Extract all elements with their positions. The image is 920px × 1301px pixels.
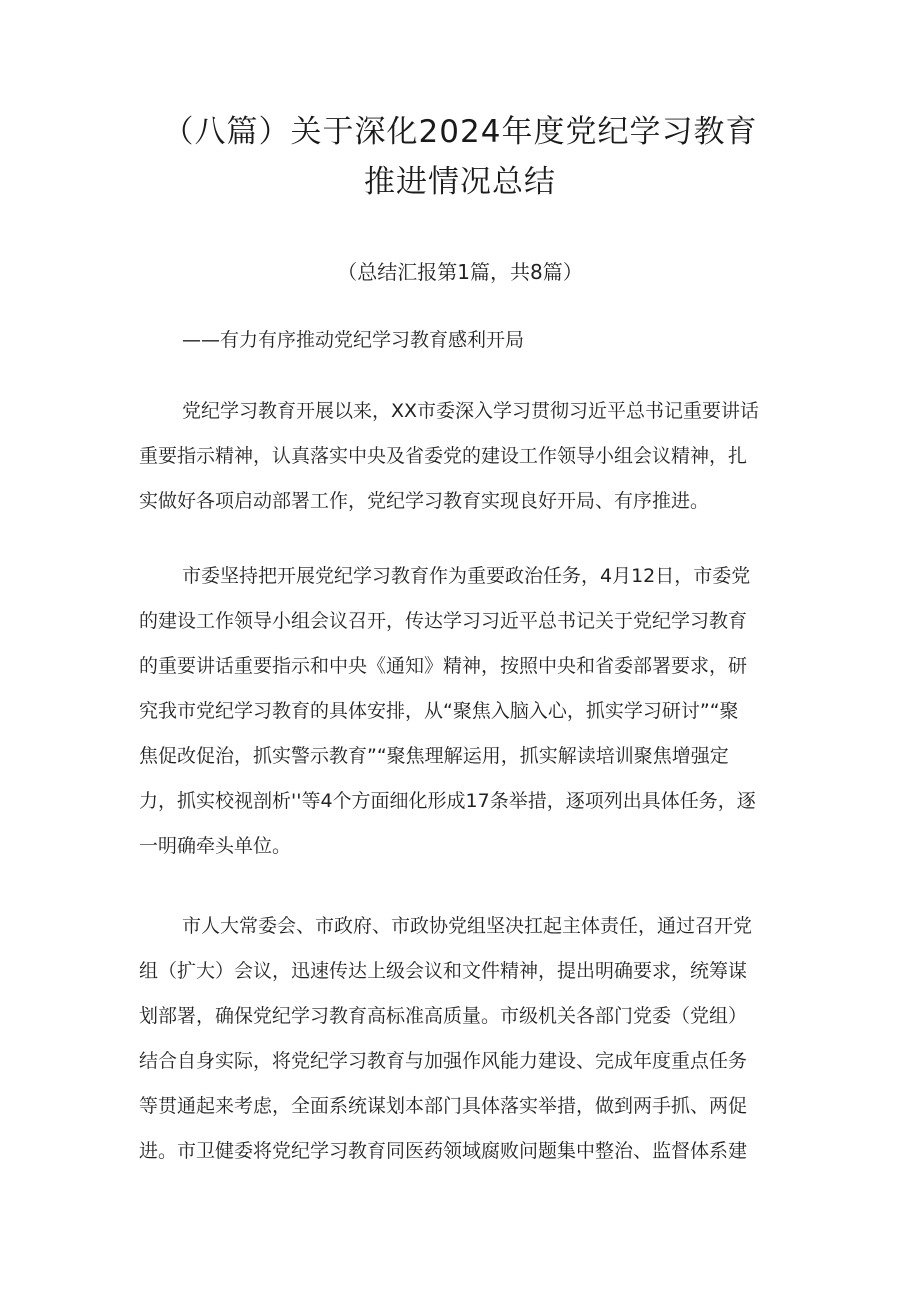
paragraph-line: 党纪学习教育开展以来，XX市委深入学习贯彻习近平总书记重要讲话 [182,400,760,422]
paragraph-line: 进。市卫健委将党纪学习教育同医药领域腐败问题集中整治、监督体系建 [139,1140,748,1162]
paragraph-line: 的建设工作领导小组会议召开，传达学习习近平总书记关于党纪学习教育 [139,610,748,632]
paragraph-line: 究我市党纪学习教育的具体安排，从“聚焦入脑入心，抓实学习研讨”“聚 [139,700,739,722]
paragraph-line: 组（扩大）会议，迅速传达上级会议和文件精神，提出明确要求，统筹谋 [139,960,748,982]
paragraph-line: 结合自身实际，将党纪学习教育与加强作风能力建设、完成年度重点任务 [139,1050,748,1072]
paragraph-1 [139,397,789,532]
document-title-line-2: 推进情况总结 [364,164,556,200]
paragraph-line: 重要指示精神，认真落实中央及省委党的建设工作领导小组会议精神，扎 [139,445,748,467]
document-title-line-1: （八篇）关于深化2024年度党纪学习教育 [162,114,758,150]
section-lead-heading: ——有力有序推动党纪学习教育感利开局 [182,329,525,351]
paragraph-line: 的重要讲话重要指示和中央《通知》精神，按照中央和省委部署要求，研 [139,655,748,677]
paragraph-line: 市委坚持把开展党纪学习教育作为重要政治任务，4月12日，市委党 [182,565,751,587]
paragraph-line: 划部署，确保党纪学习教育高标准高质量。市级机关各部门党委（党组） [139,1005,748,1027]
paragraph-line: 市人大常委会、市政府、市政协党组坚决扛起主体责任，通过召开党 [182,915,753,937]
paragraph-line: 一明确牵头单位。 [139,835,292,857]
document-subtitle: （总结汇报第1篇，共8篇） [337,260,583,284]
paragraph-3 [139,912,789,1182]
paragraph-line: 实做好各项启动部署工作，党纪学习教育实现良好开局、有序推进。 [139,490,710,512]
paragraph-line: 焦促改促治，抓实警示教育”“聚焦理解运用，抓实解读培训聚焦增强定 [139,745,729,767]
paragraph-line: 力，抓实校视剖析''等4个方面细化形成17条举措，逐项列出具体任务，逐 [139,790,756,812]
paragraph-line: 等贯通起来考虑，全面系统谋划本部门具体落实举措，做到两手抓、两促 [139,1095,748,1117]
paragraph-2 [139,562,789,877]
